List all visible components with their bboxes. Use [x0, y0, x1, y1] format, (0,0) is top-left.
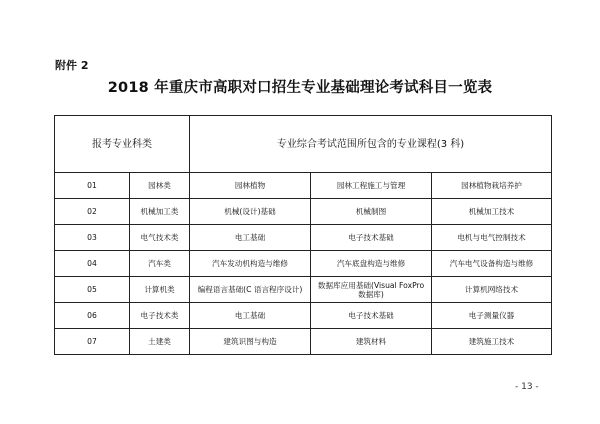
row-number: 02	[55, 199, 130, 225]
row-number: 01	[55, 173, 130, 199]
row-course-1: 电工基础	[190, 225, 311, 251]
row-number: 03	[55, 225, 130, 251]
row-course-2: 建筑材料	[311, 329, 432, 355]
row-number: 06	[55, 303, 130, 329]
row-course-1: 建筑识图与构造	[190, 329, 311, 355]
row-course-2: 园林工程施工与管理	[311, 173, 432, 199]
header-category: 报考专业科类	[55, 116, 190, 173]
row-number: 04	[55, 251, 130, 277]
row-course-2: 电子技术基础	[311, 303, 432, 329]
row-course-3: 园林植物栽培养护	[432, 173, 552, 199]
table-row	[55, 329, 552, 355]
row-category: 园林类	[130, 173, 190, 199]
table-row	[55, 251, 552, 277]
table-row	[55, 277, 552, 303]
table-row	[55, 225, 552, 251]
row-course-2: 汽车底盘构造与维修	[311, 251, 432, 277]
table-row	[55, 199, 552, 225]
row-course-1: 园林植物	[190, 173, 311, 199]
row-course-2: 数据库应用基础(Visual FoxPro 数据库)	[311, 277, 432, 303]
row-course-1: 汽车发动机构造与维修	[190, 251, 311, 277]
row-course-1: 机械(设计)基础	[190, 199, 311, 225]
row-course-3: 机械加工技术	[432, 199, 552, 225]
table-row	[55, 303, 552, 329]
table-row	[55, 173, 552, 199]
row-category: 机械加工类	[130, 199, 190, 225]
page-title: 2018 年重庆市高职对口招生专业基础理论考试科目一览表	[107, 80, 493, 96]
row-course-2: 电子技术基础	[311, 225, 432, 251]
row-course-3: 电子测量仪器	[432, 303, 552, 329]
row-course-3: 计算机网络技术	[432, 277, 552, 303]
row-course-1: 电工基础	[190, 303, 311, 329]
row-course-3: 建筑施工技术	[432, 329, 552, 355]
table-header-row	[55, 116, 552, 173]
row-course-2: 机械制图	[311, 199, 432, 225]
row-course-1: 编程语言基础(C 语言程序设计)	[190, 277, 311, 303]
row-category: 电气技术类	[130, 225, 190, 251]
row-category: 电子技术类	[130, 303, 190, 329]
row-category: 土建类	[130, 329, 190, 355]
header-courses: 专业综合考试范围所包含的专业课程(3 科)	[190, 116, 552, 173]
row-category: 计算机类	[130, 277, 190, 303]
row-number: 07	[55, 329, 130, 355]
row-category: 汽车类	[130, 251, 190, 277]
page-number: - 13 -	[515, 382, 539, 392]
attachment-label: 附件 2	[55, 59, 89, 72]
row-number: 05	[55, 277, 130, 303]
row-course-3: 汽车电气设备构造与维修	[432, 251, 552, 277]
row-course-3: 电机与电气控制技术	[432, 225, 552, 251]
subjects-table	[54, 115, 552, 355]
